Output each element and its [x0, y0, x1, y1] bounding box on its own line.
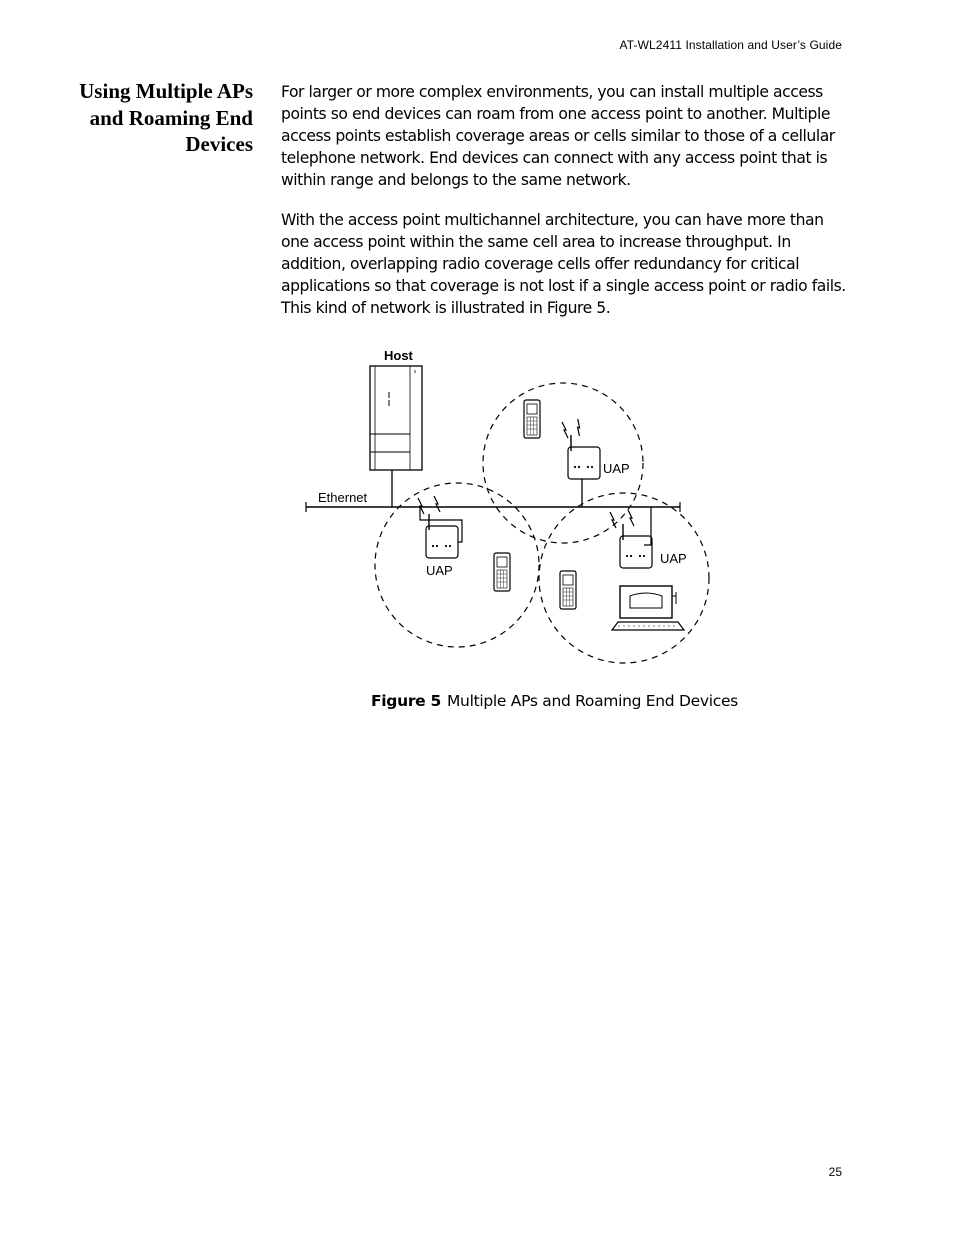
ethernet-label: Ethernet	[318, 490, 368, 505]
network-diagram-svg	[300, 340, 720, 670]
figure-number: Figure 5	[371, 692, 441, 710]
access-point-top	[562, 419, 600, 507]
section-title: Using Multiple APs and Roaming End Devices	[79, 79, 253, 156]
page-number: 25	[828, 1165, 842, 1179]
figure-caption-text: Multiple APs and Roaming End Devices	[446, 692, 738, 710]
body-paragraph: With the access point multichannel architecture, you can have more than one access point within the same cell area to increase throughput. In addition, overlapping radio coverage cells offer redundancy for critical applications so that coverage is not lost if a single access point or radio fails. This kind of network is illustrated in Figure 5.	[281, 211, 846, 317]
running-header: AT-WL2411 Installation and User’s Guide	[619, 38, 842, 52]
handheld-device	[560, 571, 576, 609]
uap-label-right: UAP	[660, 551, 687, 566]
uap-label-top: UAP	[603, 461, 630, 476]
host-server	[370, 366, 422, 507]
network-diagram	[300, 340, 720, 670]
body-paragraph: For larger or more complex environments, you can install multiple access points so end devices can roam from one access point to another. Multiple access points establish coverage areas or cells similar to those of a cellular telephone network. End devices can connect with any access point that is within range and belongs to the same network.	[281, 83, 835, 189]
access-point-left	[418, 496, 462, 558]
handheld-device	[494, 553, 510, 591]
desktop-computer	[612, 586, 684, 630]
uap-label-left: UAP	[426, 563, 453, 578]
host-label: Host	[384, 348, 413, 363]
figure-caption	[371, 692, 738, 710]
handheld-device	[524, 400, 540, 438]
access-point-right	[610, 507, 652, 568]
